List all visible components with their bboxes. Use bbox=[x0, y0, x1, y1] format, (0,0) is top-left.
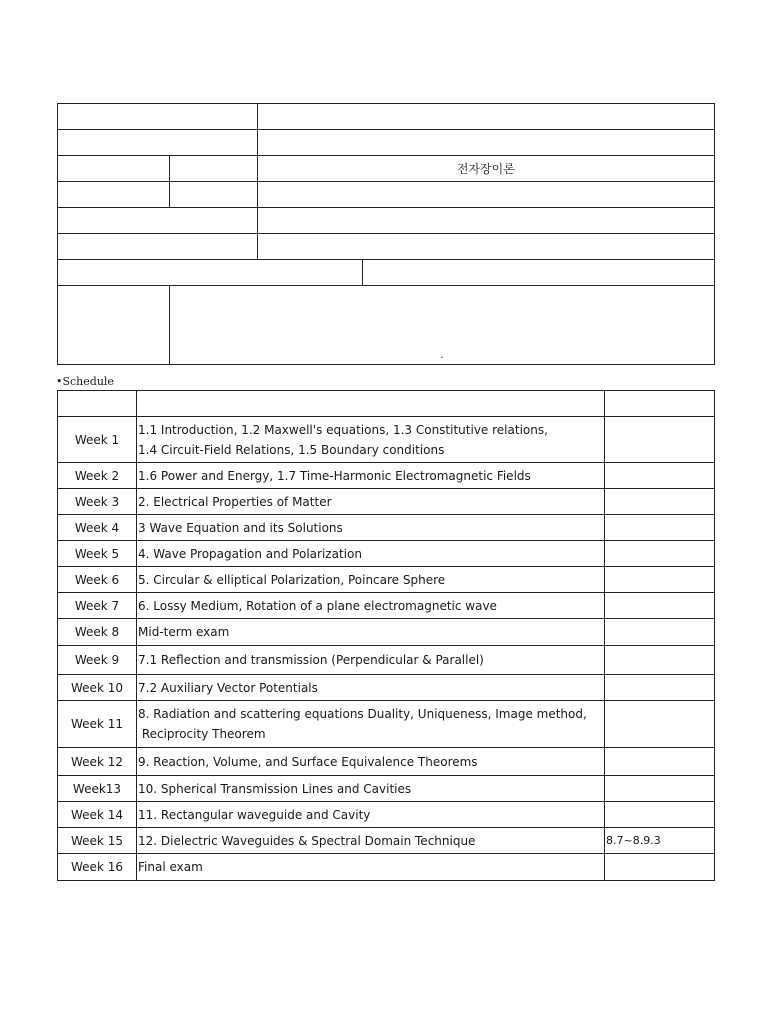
topic-cell: 10. Spherical Transmission Lines and Cavities bbox=[137, 776, 605, 802]
ref-cell: 8.7~8.9.3 bbox=[605, 828, 715, 854]
topic-cell: 9. Reaction, Volume, and Surface Equivalence Theorems bbox=[137, 748, 605, 776]
week-cell: Week 7 bbox=[58, 593, 137, 619]
info-cell bbox=[58, 130, 258, 156]
topic-line: 1.1 Introduction, 1.2 Maxwell's equations, 1.3 Constitutive relations, bbox=[138, 422, 548, 437]
schedule-label: •Schedule bbox=[56, 375, 114, 388]
schedule-row bbox=[58, 489, 715, 515]
topic-cell: 5. Circular & elliptical Polarization, Poincare Sphere bbox=[137, 567, 605, 593]
week-cell: Week 8 bbox=[58, 619, 137, 646]
header-cell bbox=[137, 391, 605, 417]
topic-line: 8. Radiation and scattering equations Duality, Uniqueness, Image method, bbox=[138, 707, 587, 721]
info-cell bbox=[169, 156, 257, 182]
schedule-row bbox=[58, 463, 715, 489]
ref-cell bbox=[605, 646, 715, 675]
info-row bbox=[58, 286, 715, 365]
info-cell bbox=[257, 104, 714, 130]
topic-cell bbox=[137, 417, 605, 463]
ref-cell bbox=[605, 802, 715, 828]
week-cell: Week 15 bbox=[58, 828, 137, 854]
ref-cell bbox=[605, 541, 715, 567]
ref-cell bbox=[605, 748, 715, 776]
week-cell: Week 5 bbox=[58, 541, 137, 567]
info-cell bbox=[257, 208, 714, 234]
info-cell bbox=[58, 182, 170, 208]
topic-cell: 6. Lossy Medium, Rotation of a plane electromagnetic wave bbox=[137, 593, 605, 619]
week-cell: Week 9 bbox=[58, 646, 137, 675]
info-row bbox=[58, 234, 715, 260]
ref-cell bbox=[605, 675, 715, 701]
week-cell: Week 10 bbox=[58, 675, 137, 701]
info-cell bbox=[58, 208, 258, 234]
course-info-table bbox=[57, 103, 715, 365]
info-cell bbox=[58, 104, 258, 130]
topic-cell: 7.1 Reflection and transmission (Perpendicular & Parallel) bbox=[137, 646, 605, 675]
ref-cell bbox=[605, 463, 715, 489]
ref-cell bbox=[605, 567, 715, 593]
info-cell bbox=[58, 286, 170, 365]
schedule-row bbox=[58, 828, 715, 854]
ref-cell bbox=[605, 854, 715, 881]
header-cell bbox=[58, 391, 137, 417]
topic-cell: 1.6 Power and Energy, 1.7 Time-Harmonic Electromagnetic Fields bbox=[137, 463, 605, 489]
week-cell: Week 16 bbox=[58, 854, 137, 881]
info-cell bbox=[58, 260, 363, 286]
schedule-header-row bbox=[58, 391, 715, 417]
schedule-table bbox=[57, 390, 715, 881]
info-row bbox=[58, 130, 715, 156]
info-cell bbox=[257, 182, 714, 208]
week-cell: Week 6 bbox=[58, 567, 137, 593]
schedule-row bbox=[58, 541, 715, 567]
topic-cell: 3 Wave Equation and its Solutions bbox=[137, 515, 605, 541]
topic-cell: 4. Wave Propagation and Polarization bbox=[137, 541, 605, 567]
schedule-row bbox=[58, 646, 715, 675]
schedule-row bbox=[58, 619, 715, 646]
info-row bbox=[58, 260, 715, 286]
ref-cell bbox=[605, 515, 715, 541]
info-row bbox=[58, 156, 715, 182]
ref-cell bbox=[605, 701, 715, 748]
schedule-row bbox=[58, 567, 715, 593]
week-cell: Week 2 bbox=[58, 463, 137, 489]
week-cell: Week 12 bbox=[58, 748, 137, 776]
schedule-row bbox=[58, 802, 715, 828]
ref-cell bbox=[605, 776, 715, 802]
schedule-row bbox=[58, 515, 715, 541]
ref-cell bbox=[605, 489, 715, 515]
info-cell bbox=[58, 234, 258, 260]
topic-cell: 12. Dielectric Waveguides & Spectral Domain Technique bbox=[137, 828, 605, 854]
schedule-row bbox=[58, 417, 715, 463]
week-cell: Week 3 bbox=[58, 489, 137, 515]
info-row bbox=[58, 182, 715, 208]
ref-cell bbox=[605, 619, 715, 646]
week-cell: Week 4 bbox=[58, 515, 137, 541]
topic-cell: Final exam bbox=[137, 854, 605, 881]
schedule-row bbox=[58, 748, 715, 776]
week-cell: Week 11 bbox=[58, 701, 137, 748]
week-cell: Week13 bbox=[58, 776, 137, 802]
schedule-row bbox=[58, 776, 715, 802]
info-cell bbox=[257, 234, 714, 260]
week-cell: Week 14 bbox=[58, 802, 137, 828]
topic-line: 1.4 Circuit-Field Relations, 1.5 Boundary conditions bbox=[138, 442, 445, 457]
topic-cell: 2. Electrical Properties of Matter bbox=[137, 489, 605, 515]
schedule-row bbox=[58, 593, 715, 619]
info-cell bbox=[58, 156, 170, 182]
ref-cell bbox=[605, 417, 715, 463]
schedule-row bbox=[58, 854, 715, 881]
topic-cell: 11. Rectangular waveguide and Cavity bbox=[137, 802, 605, 828]
schedule-row bbox=[58, 701, 715, 748]
ref-cell bbox=[605, 593, 715, 619]
course-title: 전자장이론 bbox=[257, 156, 714, 182]
info-cell bbox=[362, 260, 715, 286]
note-mark: . bbox=[440, 350, 444, 361]
info-cell bbox=[257, 130, 714, 156]
topic-line: Reciprocity Theorem bbox=[138, 727, 266, 741]
header-cell bbox=[605, 391, 715, 417]
schedule-row bbox=[58, 675, 715, 701]
topic-cell bbox=[137, 701, 605, 748]
topic-cell: 7.2 Auxiliary Vector Potentials bbox=[137, 675, 605, 701]
week-cell: Week 1 bbox=[58, 417, 137, 463]
info-row bbox=[58, 208, 715, 234]
info-cell-notes bbox=[169, 286, 714, 365]
topic-cell: Mid-term exam bbox=[137, 619, 605, 646]
info-cell bbox=[169, 182, 257, 208]
info-row bbox=[58, 104, 715, 130]
